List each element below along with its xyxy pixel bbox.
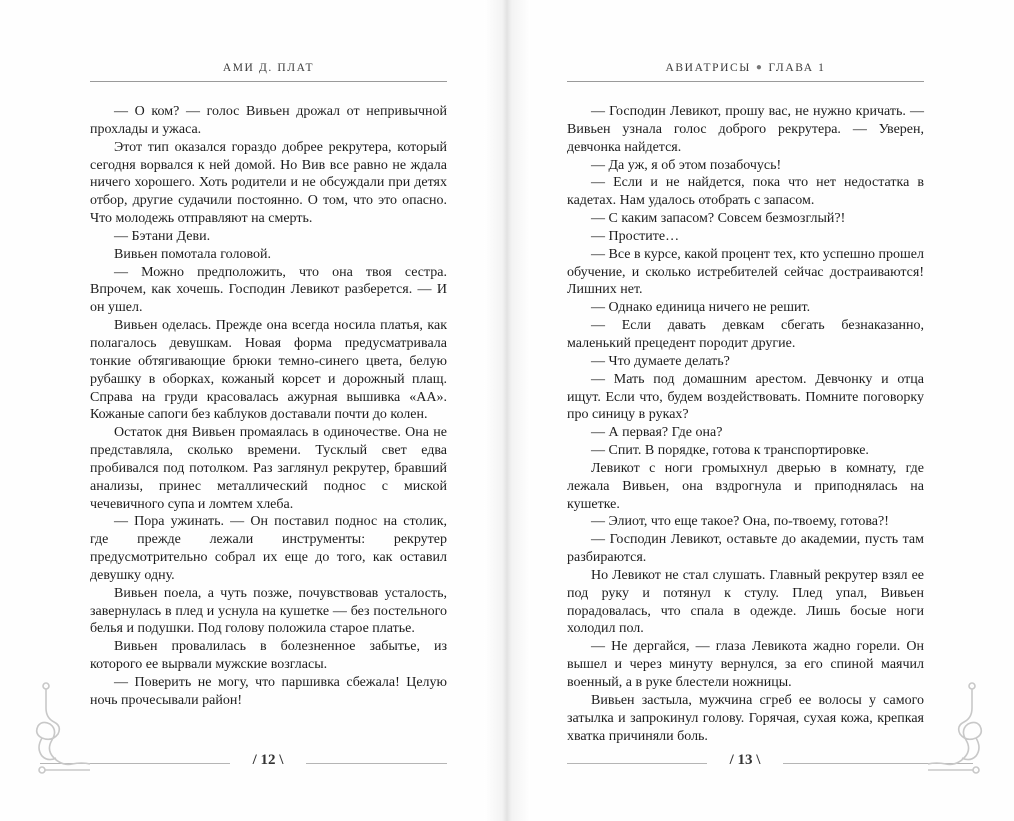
right-corner-ornament-icon [926, 678, 986, 782]
paragraph: Вивьен помотала головой. [114, 246, 271, 262]
paragraph: Вивьен поела, а чуть позже, почувствовав усталость, завернулась в плед и уснула на кушетке — без постельного белья и подушки. Под голову положила старое платье. [90, 585, 447, 637]
paragraph: — Если и не найдется, пока что нет недостатка в кадетах. Нам удалось отобрать с запасом. [567, 175, 924, 209]
paragraph: — Не дергайся, — глаза Левикота жадно горели. Он вышел и через минуту вернулся, за его спиной маячил военный, а в руке блестели ножницы. [567, 639, 924, 690]
paragraph: Но Левикот не стал слушать. Главный рекрутер взял ее под руку и потянул к стулу. Плед упал, Вивьен порадовалась, что спала в одежде. Лишь босые ноги холодил пол. [567, 567, 924, 637]
bullet-separator-icon: ● [755, 62, 764, 73]
running-head-chapter: ГЛАВА 1 [768, 62, 826, 74]
paragraph: — Пора ужинать. — Он поставил поднос на столик, где прежде лежали инструменты: рекрутер предусмотрительно собрал их еще до того, как оставил девушку одну. [90, 514, 447, 583]
paragraph: — Спит. В порядке, готова к транспортировке. [591, 443, 869, 459]
paragraph: — Да уж, я об этом позабочусь! [591, 157, 782, 173]
paragraph: — Если давать девкам сбегать безнаказанно, маленький прецедент породит другие. [567, 318, 924, 351]
paragraph: — А первая? Где она? [591, 425, 723, 441]
paragraph: Вивьен застыла, мужчина сгреб ее волосы у самого затылка и запрокинул голову. Горячая, сухая кожа, крепкая хватка причиняли боль. [567, 692, 924, 744]
paragraph: — С каким запасом? Совсем безмозглый?! [591, 211, 846, 227]
right-page-text [567, 103, 924, 745]
paragraph: — О ком? — голос Вивьен дрожал от непривычной прохлады и ужаса. [90, 104, 447, 137]
paragraph: — Элиот, что еще такое? Она, по-твоему, готова?! [591, 514, 889, 530]
right-page [507, 0, 1014, 821]
paragraph: — Однако единица ничего не решит. [591, 300, 811, 316]
paragraph: — Мать под домашним арестом. Девчонку и отца ищут. Если что, будем воздействовать. Помните поговорку про синицу в руках? [567, 371, 924, 423]
paragraph: Остаток дня Вивьен промаялась в одиночестве. Она не представляла, сколько времени. Тусклый свет едва пробивался под потолком. Раз заглянул рекрутер, бравший анализы, принес металлический поднос с миской чечевичного супа и ломтем хлеба. [90, 425, 447, 512]
left-footer [90, 752, 447, 774]
paragraph: Вивьен провалилась в болезненное забытье, из которого ее вырвали мужские возгласы. [90, 639, 447, 673]
left-corner-ornament-icon [32, 678, 92, 782]
left-page-text [90, 103, 447, 710]
paragraph: Этот тип оказался гораздо добрее рекрутера, который сегодня ворвался к ней домой. Но Вив все равно не ждала ничего хорошего. Хоть родители и не обсуждали при детях отбор, другие судачили постоянно. О том, что это опасно. Что молодежь отправляют на смерть. [90, 139, 447, 227]
left-page-number: / 12 \ [252, 752, 284, 768]
right-header-rule [567, 81, 924, 82]
left-running-head: АМИ Д. ПЛАТ [222, 62, 315, 74]
running-head-book-title: АВИАТРИСЫ [665, 62, 751, 74]
paragraph: — Господин Левикот, прошу вас, не нужно кричать. — Вивьен узнала голос доброго рекрутера. — Уверен, девчонка найдется. [567, 104, 924, 155]
paragraph: — Поверить не могу, что паршивка сбежала! Целую ночь прочесывали район! [90, 675, 447, 708]
paragraph: — Простите… [591, 228, 680, 244]
paragraph: — Все в курсе, какой процент тех, кто успешно прошел обучение, и сколько истребителей сейчас достраиваются! Лишних нет. [567, 246, 924, 298]
paragraph: — Господин Левикот, оставьте до академии, пусть там разбираются. [567, 532, 924, 566]
paragraph: — Что думаете делать? [591, 353, 730, 369]
paragraph: — Можно предположить, что она твоя сестра. Впрочем, как хочешь. Господин Левикот разберется. — И он ушел. [90, 264, 447, 316]
paragraph: — Бэтани Деви. [114, 228, 211, 244]
right-footer-rule-left [567, 763, 707, 764]
left-footer-rule-right [306, 763, 447, 764]
left-header-rule [90, 81, 447, 82]
right-running-head [567, 62, 924, 82]
paragraph: Вивьен оделась. Прежде она всегда носила платья, как полагалось девушкам. Новая форма предусматривала тонкие обтягивающие брюки темно-синего цвета, белую рубашку в оборках, кожаный корсет и дорожный плащ. Справа на груди красовалась ажурная вышивка «АА». Кожаные сапоги без каблуков доставали почти до колен. [90, 318, 447, 423]
paragraph: Левикот с ноги громыхнул дверью в комнату, где лежала Вивьен, она вздрогнула и приподнялась на кушетке. [567, 460, 924, 512]
right-footer [567, 752, 924, 774]
right-page-number: / 13 \ [729, 752, 761, 768]
